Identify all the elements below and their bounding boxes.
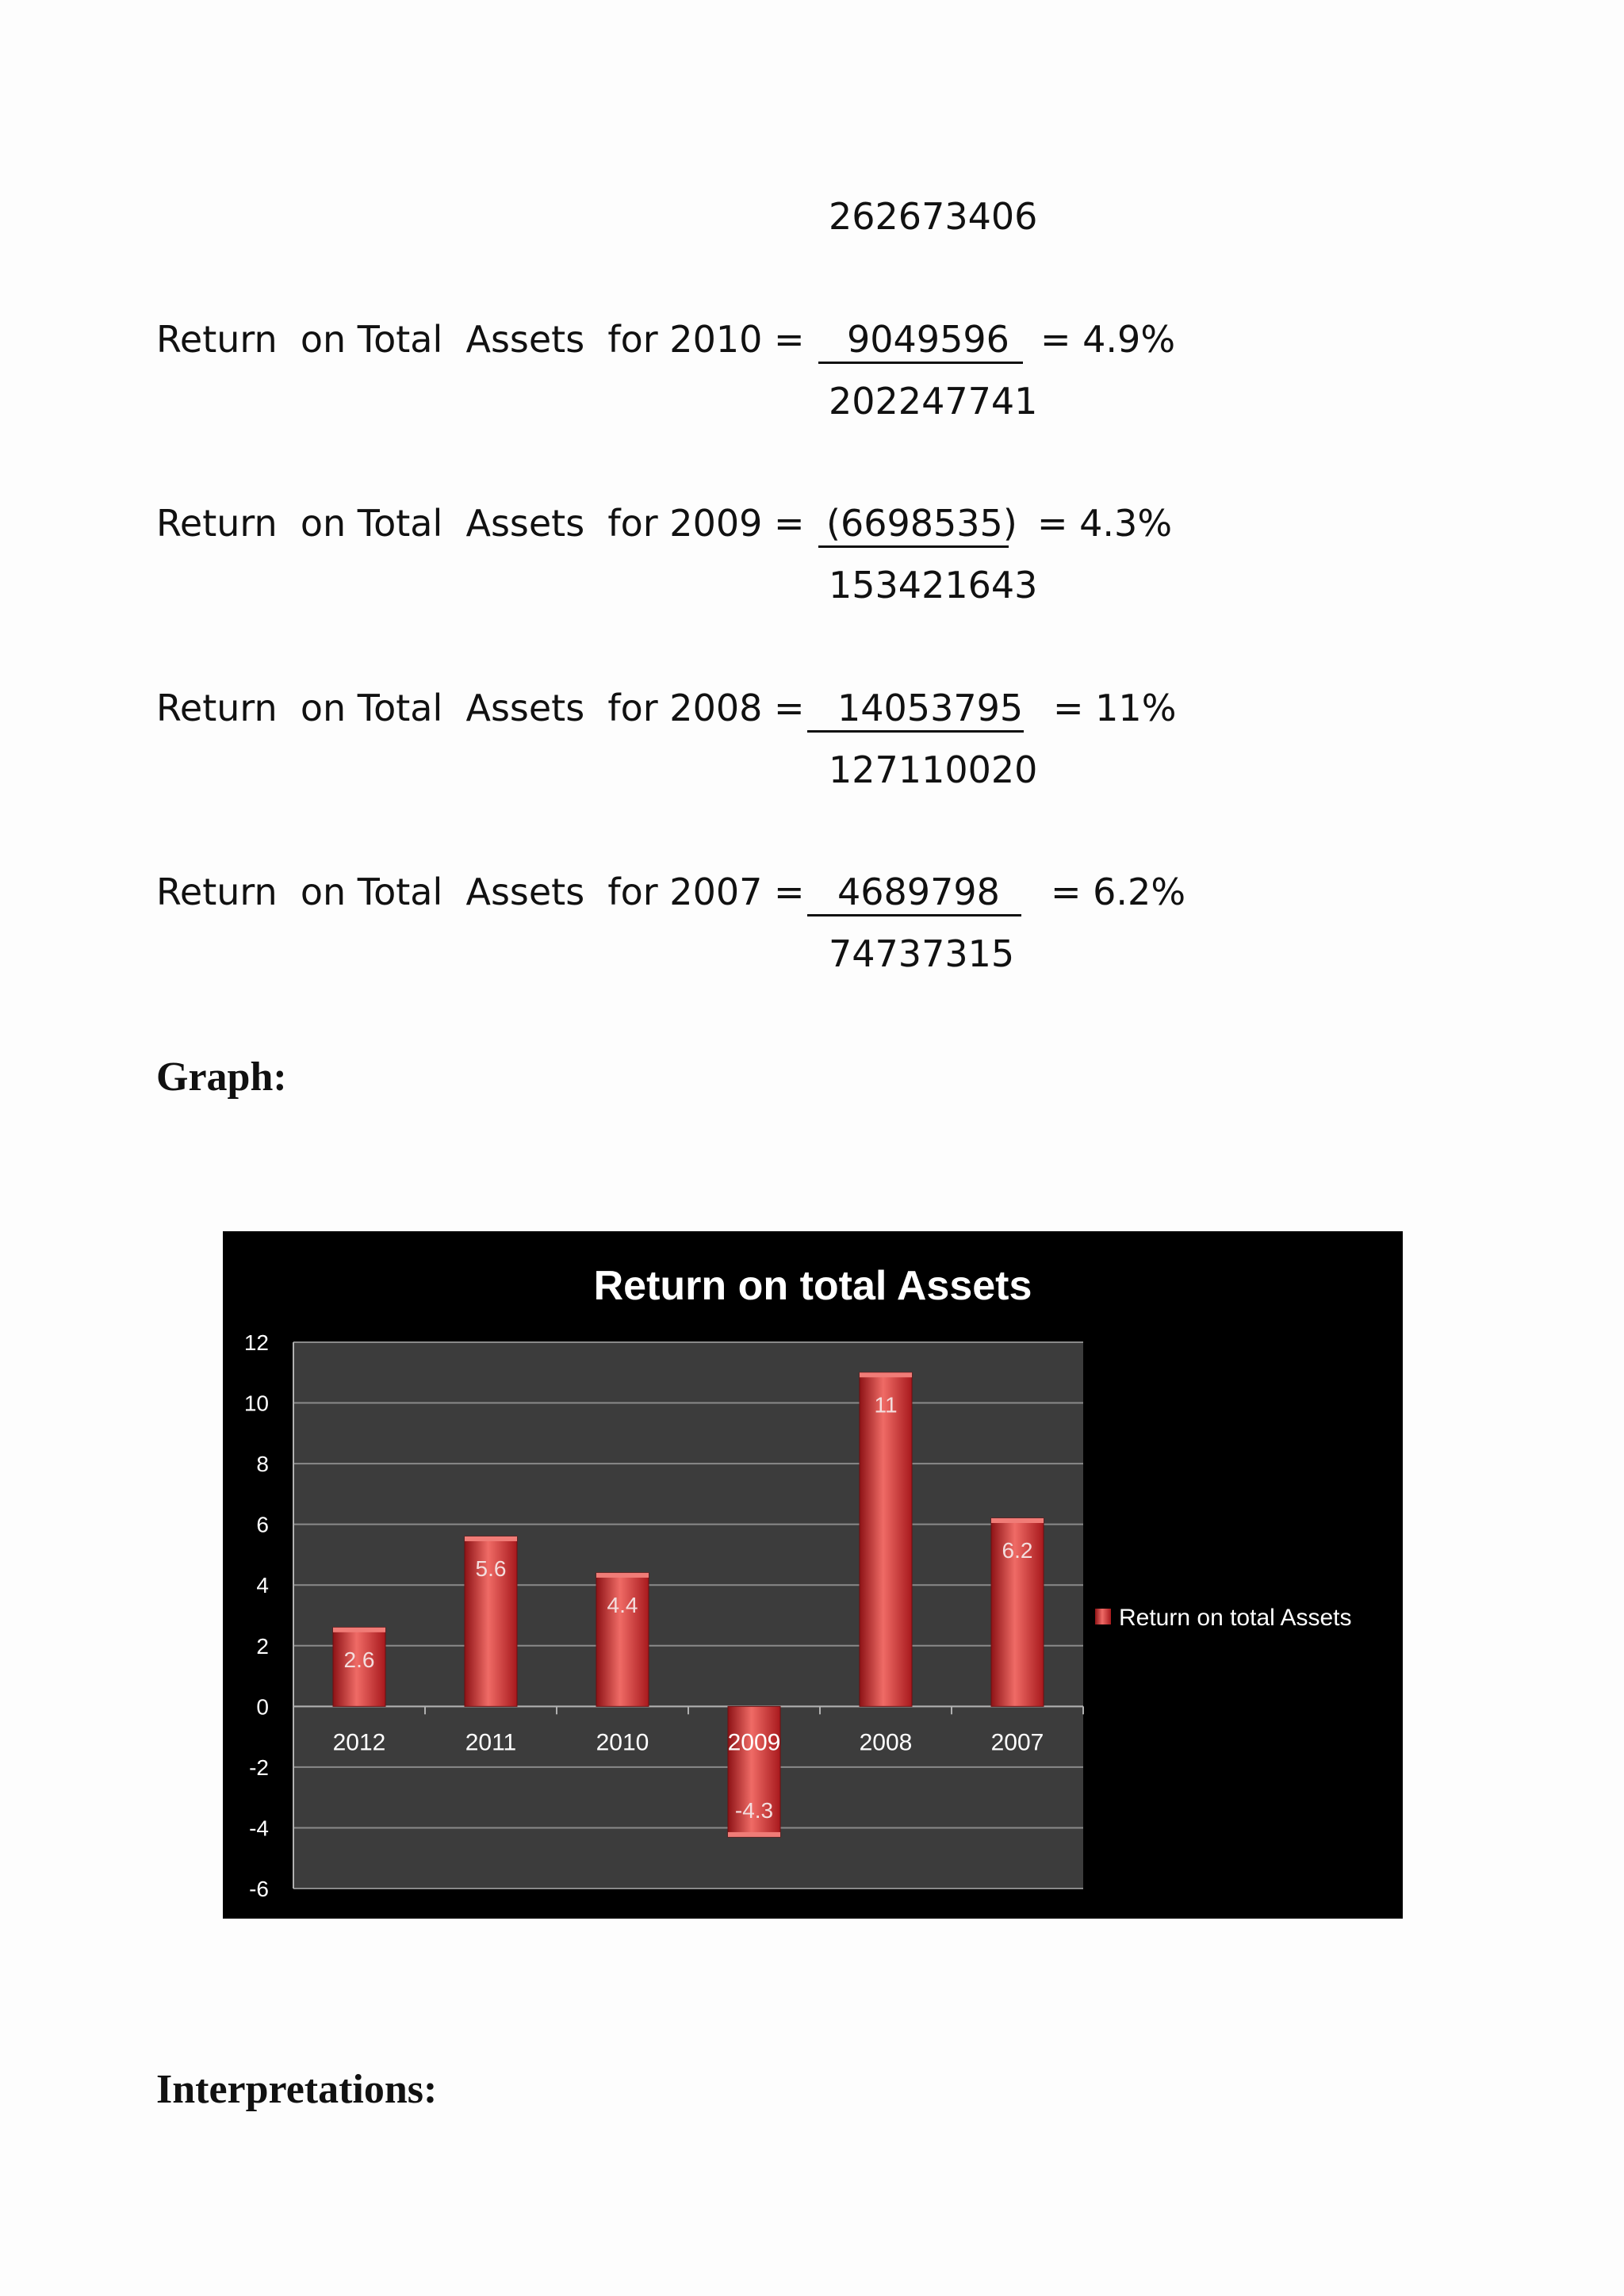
x-tick-label: 2011 xyxy=(465,1729,517,1756)
bar-cap xyxy=(991,1518,1044,1523)
bar-chart xyxy=(223,1231,1403,1919)
row-2010-fraction-line xyxy=(818,362,1023,364)
row-2009-numerator: (6698535) xyxy=(826,502,1017,545)
graph-heading: Graph: xyxy=(156,1054,287,1100)
row-2010-label: Return on Total Assets for 2010 = xyxy=(156,318,805,361)
legend-swatch xyxy=(1095,1609,1111,1624)
legend xyxy=(1095,1605,1352,1631)
row-2010-denominator: 202247741 xyxy=(829,380,1038,423)
x-tick-label: 2012 xyxy=(332,1729,386,1756)
data-label: 2.6 xyxy=(343,1647,375,1672)
row-2007-result: = 6.2% xyxy=(1051,871,1186,913)
y-tick-label: 6 xyxy=(256,1512,269,1537)
row-2007-denominator: 74737315 xyxy=(829,932,1015,975)
row-2009-result: = 4.3% xyxy=(1037,502,1173,545)
row-2008-denominator: 127110020 xyxy=(829,748,1038,791)
data-label: -4.3 xyxy=(734,1797,774,1823)
chart-title: Return on total Assets xyxy=(593,1263,1032,1309)
row-2008-result: = 11% xyxy=(1053,687,1177,729)
y-tick-label: -2 xyxy=(249,1755,269,1780)
chart-container xyxy=(223,1231,1403,1919)
bar-cap xyxy=(333,1628,385,1632)
x-tick-label: 2007 xyxy=(990,1729,1044,1756)
bar-cap xyxy=(596,1573,649,1578)
y-tick-label: 2 xyxy=(256,1633,269,1659)
legend-label: Return on total Assets xyxy=(1119,1605,1352,1631)
y-tick-label: 4 xyxy=(256,1573,269,1598)
y-tick-label: -6 xyxy=(249,1877,269,1901)
x-tick-label: 2008 xyxy=(859,1729,913,1756)
data-label: 4.4 xyxy=(607,1592,638,1617)
row-2009-fraction-line xyxy=(818,545,1009,548)
data-label: 5.6 xyxy=(475,1556,507,1581)
row-2010-numerator: 9049596 xyxy=(847,318,1009,361)
row-2007-label: Return on Total Assets for 2007 = xyxy=(156,871,805,913)
y-tick-label: 8 xyxy=(256,1452,269,1477)
row-2009-denominator: 153421643 xyxy=(829,564,1038,607)
data-label: 11 xyxy=(874,1392,898,1418)
row-2007-fraction-line xyxy=(807,914,1021,916)
bar-cap xyxy=(465,1536,517,1541)
data-label: 6.2 xyxy=(1002,1538,1033,1563)
row-2008-label: Return on Total Assets for 2008 = xyxy=(156,687,805,729)
y-tick-label: -4 xyxy=(249,1816,269,1841)
bar-2008 xyxy=(860,1372,912,1706)
bar-cap xyxy=(728,1832,780,1837)
y-tick-label: 10 xyxy=(243,1391,269,1416)
interpretations-heading: Interpretations: xyxy=(156,2067,438,2112)
row-2007-numerator: 4689798 xyxy=(837,871,1000,913)
row-2009-label: Return on Total Assets for 2009 = xyxy=(156,502,805,545)
y-tick-label: 12 xyxy=(243,1330,269,1355)
bar-cap xyxy=(860,1372,912,1377)
x-tick-label: 2009 xyxy=(727,1729,781,1756)
x-tick-label: 2010 xyxy=(596,1729,649,1756)
row-2010-result: = 4.9% xyxy=(1040,318,1176,361)
row-2008-fraction-line xyxy=(807,730,1024,733)
top-denominator: 262673406 xyxy=(829,195,1038,238)
y-tick-label: 0 xyxy=(256,1694,269,1720)
row-2008-numerator: 14053795 xyxy=(837,687,1024,729)
plot-area xyxy=(293,1342,1083,1888)
